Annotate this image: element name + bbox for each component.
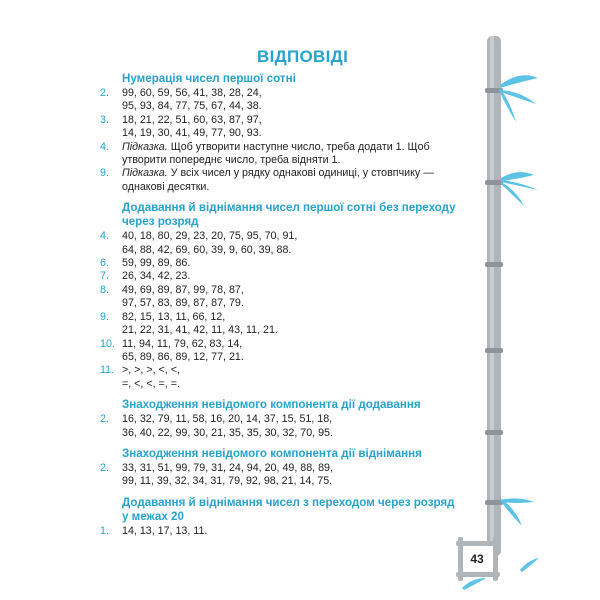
item-number: 2. <box>100 87 109 99</box>
answer-section <box>100 447 480 489</box>
section-heading <box>122 201 480 229</box>
answer-line: 99, 60, 59, 56, 41, 38, 28, 24, <box>122 87 262 99</box>
section-heading-line: Нумерація чисел першої сотні <box>122 72 296 85</box>
answer-section <box>100 496 480 538</box>
answer-line: 26, 34, 42, 23. <box>122 270 191 283</box>
item-number: 9. <box>100 310 109 323</box>
page-title: ВІДПОВІДІ <box>257 47 349 66</box>
item-number: 10. <box>100 337 115 350</box>
answer-line: Підказка. У всіх чисел у рядку однакові одиниці, у стовпчику — <box>122 167 434 180</box>
answer-line: Підказка. Щоб утворити наступне число, треба додати 1. Щоб <box>122 140 430 153</box>
item-number: 7. <box>100 270 109 283</box>
page-number: 43 <box>470 552 484 566</box>
section-heading-line: у межах 20 <box>122 509 184 523</box>
item-answer <box>122 284 244 311</box>
answer-line: >, >, >, <, <, <box>122 364 180 377</box>
answer-item <box>100 114 480 141</box>
section-gap <box>100 391 480 396</box>
item-answer <box>122 270 190 283</box>
answer-line: однакові десятки. <box>122 180 210 193</box>
answer-line: 21, 22, 31, 41, 42, 11, 43, 11, 21. <box>122 324 278 337</box>
item-number: 8. <box>100 283 109 296</box>
item-answer <box>122 257 190 270</box>
answer-item <box>100 230 480 257</box>
item-answer <box>122 311 278 338</box>
section-heading-line: через розряд <box>122 215 199 229</box>
answer-section <box>100 398 480 440</box>
answer-item <box>100 525 480 538</box>
item-answer <box>122 114 262 141</box>
section-heading-line: Знаходження невідомого компонента дії додавання <box>122 398 421 412</box>
item-answer <box>122 167 434 194</box>
bamboo-stalk <box>485 36 503 556</box>
answer-item <box>100 284 480 311</box>
answer-item <box>100 364 480 391</box>
item-answer <box>122 230 297 257</box>
answer-item <box>100 311 480 338</box>
item-number: 6. <box>100 257 109 270</box>
answer-line: 14, 13, 17, 13, 11. <box>122 524 208 537</box>
item-answer <box>122 364 180 391</box>
answer-item <box>100 338 480 365</box>
item-number: 1. <box>100 524 109 537</box>
item-answer <box>122 413 333 440</box>
answer-line: 33, 31, 51, 99, 79, 31, 24, 94, 20, 49, 88, 89, <box>122 461 333 474</box>
section-heading <box>122 398 480 412</box>
answer-line: 59, 99, 89, 86. <box>122 257 191 270</box>
section-heading <box>122 72 480 86</box>
answer-item <box>100 270 480 283</box>
answer-line: утворити попереднє число, треба відняти 1. <box>122 154 341 167</box>
section-heading-line: Знаходження невідомого компонента дії віднімання <box>122 446 422 460</box>
section-gap <box>100 440 480 445</box>
answer-line: 49, 69, 89, 87, 99, 78, 87, <box>122 283 244 296</box>
section-gap <box>100 489 480 494</box>
answer-line: 97, 57, 83, 89, 87, 87, 79. <box>122 297 244 310</box>
bamboo-illustration <box>460 30 540 600</box>
item-answer <box>122 525 207 538</box>
answer-item <box>100 167 480 194</box>
item-number: 11. <box>100 364 115 377</box>
answer-item <box>100 257 480 270</box>
item-answer <box>122 462 333 489</box>
answer-item <box>100 413 480 440</box>
answer-item <box>100 87 480 114</box>
answers-content <box>100 70 480 538</box>
answer-line: =, <, <, =, =. <box>122 377 180 390</box>
section-heading-line: Додавання й віднімання чисел першої сотні без переходу <box>122 201 456 215</box>
item-number: 4. <box>100 140 109 153</box>
item-number: 2. <box>100 413 109 426</box>
answer-item <box>100 141 480 168</box>
section-heading-line: Додавання й віднімання чисел з переходом через розряд <box>122 495 455 509</box>
item-number: 4. <box>100 230 109 243</box>
answer-line: 65, 89, 86, 89, 12, 77, 21. <box>122 350 244 363</box>
section-heading <box>122 496 480 524</box>
answer-section <box>100 72 480 194</box>
section-heading <box>122 447 480 461</box>
answer-line: 64, 88, 42, 69, 60, 39, 9, 60, 39, 88. <box>122 243 292 256</box>
item-answer <box>122 141 430 168</box>
item-answer <box>122 338 244 365</box>
answer-line: 16, 32, 79, 11, 58, 16, 20, 14, 37, 15, 51, 18, <box>122 413 333 426</box>
answer-line: 14, 19, 30, 41, 49, 77, 90, 93. <box>122 127 262 140</box>
answer-line: 82, 15, 13, 11, 66, 12, <box>122 310 226 323</box>
answer-item <box>100 462 480 489</box>
item-number: 2. <box>100 461 109 474</box>
answer-line: 36, 40, 22, 99, 30, 21, 35, 35, 30, 32, 70, 95. <box>122 426 333 439</box>
answer-line: 18, 21, 22, 51, 60, 63, 87, 97, <box>122 113 262 126</box>
answer-line: 95, 93, 84, 77, 75, 67, 44, 38. <box>122 100 262 113</box>
answer-line: 11, 94, 11, 79, 62, 83, 14, <box>122 337 243 350</box>
item-answer <box>122 87 262 114</box>
item-number: 3. <box>100 113 109 126</box>
item-number: 9. <box>100 167 109 180</box>
section-gap <box>100 194 480 199</box>
answer-section <box>100 201 480 391</box>
answer-line: 99, 11, 39, 32, 34, 31, 79, 92, 98, 21, 14, 75. <box>122 475 333 488</box>
answer-line: 40, 18, 80, 29, 23, 20, 75, 95, 70, 91, <box>122 230 298 243</box>
